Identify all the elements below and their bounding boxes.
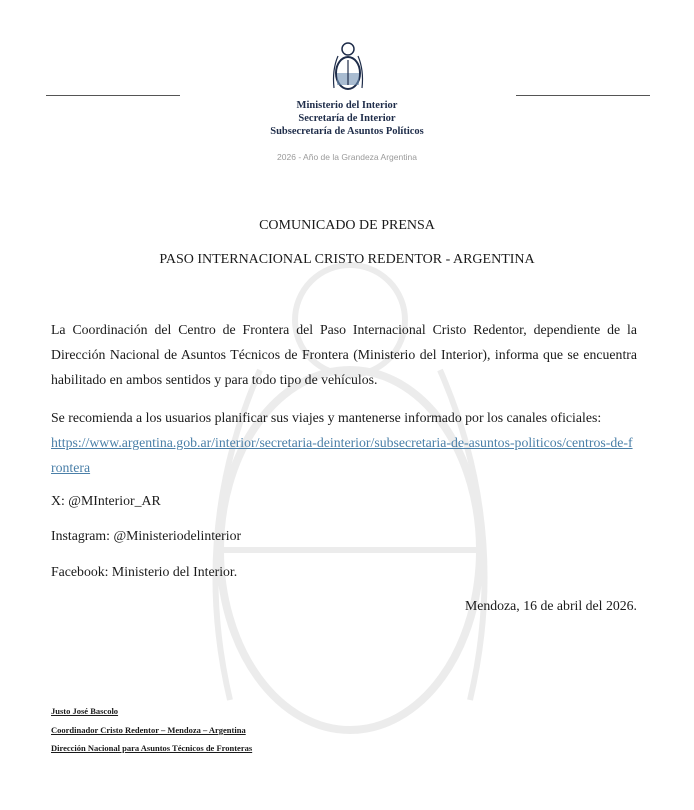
body-paragraph-1: La Coordinación del Centro de Frontera del Paso Internacional Cristo Redentor, dependiente de la Dirección Nacional de Asuntos Técnicos de Frontera (Ministerio del Interior), informa que se encuentra habilitado en ambos sentidos y para todo tipo de vehículos.	[51, 322, 637, 387]
signatory-role: Coordinador Cristo Redentor – Mendoza – Argentina	[51, 725, 246, 735]
year-motto: 2026 - Año de la Grandeza Argentina	[277, 152, 417, 162]
argentina-coat-of-arms-icon	[330, 40, 366, 94]
secretariat-name: Secretaría de Interior	[298, 113, 396, 124]
facebook-account: Facebook: Ministerio del Interior.	[51, 564, 238, 579]
body-paragraph-2	[51, 405, 637, 480]
recommendation-text: Se recomienda a los usuarios planificar sus viajes y mantenerse informado por los canales oficiales:	[51, 410, 602, 425]
document-title: COMUNICADO DE PRENSA	[259, 218, 435, 233]
signatory-name: Justo José Bascolo	[51, 706, 119, 716]
ministry-name: Ministerio del Interior	[296, 100, 398, 111]
instagram-account: Instagram: @Ministeriodelinterior	[51, 528, 242, 543]
x-account: X: @MInterior_AR	[51, 493, 161, 508]
header-rule-left	[46, 95, 180, 96]
date-line: Mendoza, 16 de abril del 2026.	[464, 598, 637, 613]
national-emblem-watermark	[170, 230, 530, 790]
official-channels-link[interactable]: https://www.argentina.gob.ar/interior/secretaria-deinterior/subsecretaria-de-asuntos-politicos/centros-de-frontera	[51, 435, 633, 475]
header-rule-right	[516, 95, 650, 96]
signatory-office: Dirección Nacional para Asuntos Técnicos de Fronteras	[51, 743, 253, 753]
document-subtitle: PASO INTERNACIONAL CRISTO REDENTOR - ARGENTINA	[159, 252, 535, 267]
subsecretariat-name: Subsecretaría de Asuntos Políticos	[270, 126, 424, 137]
